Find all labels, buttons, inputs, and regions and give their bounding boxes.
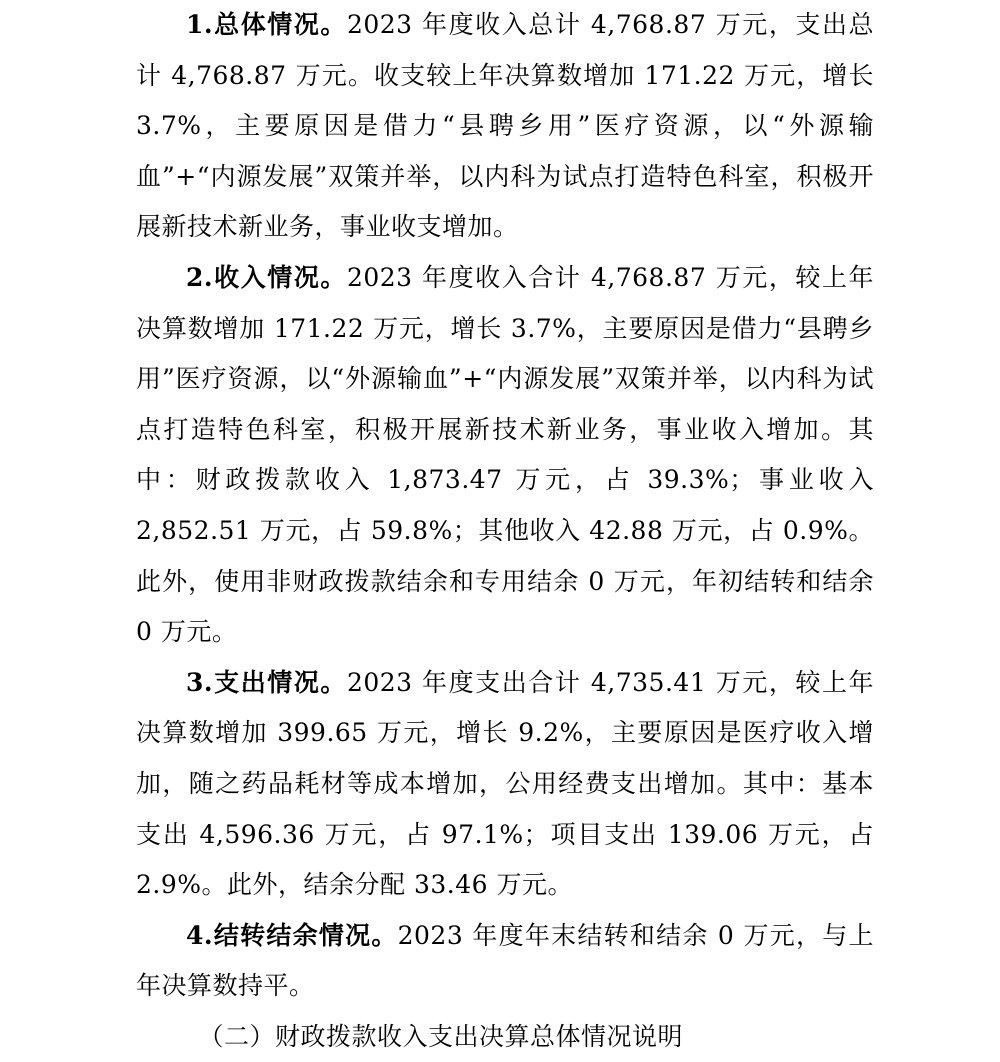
- paragraph-overall: [136, 0, 874, 253]
- paragraph-body: 2023 年度收入总计 4,768.87 万元，支出总计 4,768.87 万元。收支较上年决算数增加 171.22 万元，增长 3.7%，主要原因是借力“县聘乡用”医疗资源，以“外源输血”+“内源发展”双策并举，以内科为试点打造特色科室，积极开展新技术新业务，事业收支增加。: [136, 10, 874, 242]
- document-page: [136, 0, 874, 1062]
- paragraph-body: 2023 年度收入合计 4,768.87 万元，较上年决算数增加 171.22 万元，增长 3.7%，主要原因是借力“县聘乡用”医疗资源，以“外源输血”+“内源发展”双策并举，以内科为试点打造特色科室，积极开展新技术新业务，事业收入增加。其中：财政拨款收入 1,873.47 万元，占 39.3%；事业收入 2,852.51 万元，占 59.8%；其他收入 42.88 万元，占 0.9%。此外，使用非财政拨款结余和专用结余 0 万元，年初结转和结余 0 万元。: [136, 262, 874, 647]
- paragraph-heading: 4.结转结余情况。: [186, 920, 398, 950]
- paragraph-heading: 3.支出情况。: [186, 667, 347, 697]
- paragraph-body: 2023 年度支出合计 4,735.41 万元，较上年决算数增加 399.65 万元，增长 9.2%，主要原因是医疗收入增加，随之药品耗材等成本增加，公用经费支出增加。其中：基本支出 4,596.36 万元，占 97.1%；项目支出 139.06 万元，占 2.9%。此外，结余分配 33.46 万元。: [136, 667, 874, 900]
- paragraph-body: 2023 年度年末结转和结余 0 万元，与上年决算数持平。: [136, 920, 874, 1001]
- paragraph-heading: 2.收入情况。: [186, 262, 347, 292]
- paragraph-carryover: [136, 911, 874, 1012]
- paragraph-expenditure: [136, 658, 874, 911]
- section-heading: （二）财政拨款收入支出决算总体情况说明: [198, 1021, 684, 1051]
- paragraph-heading: 1.总体情况。: [186, 10, 347, 39]
- paragraph-income: [136, 253, 874, 658]
